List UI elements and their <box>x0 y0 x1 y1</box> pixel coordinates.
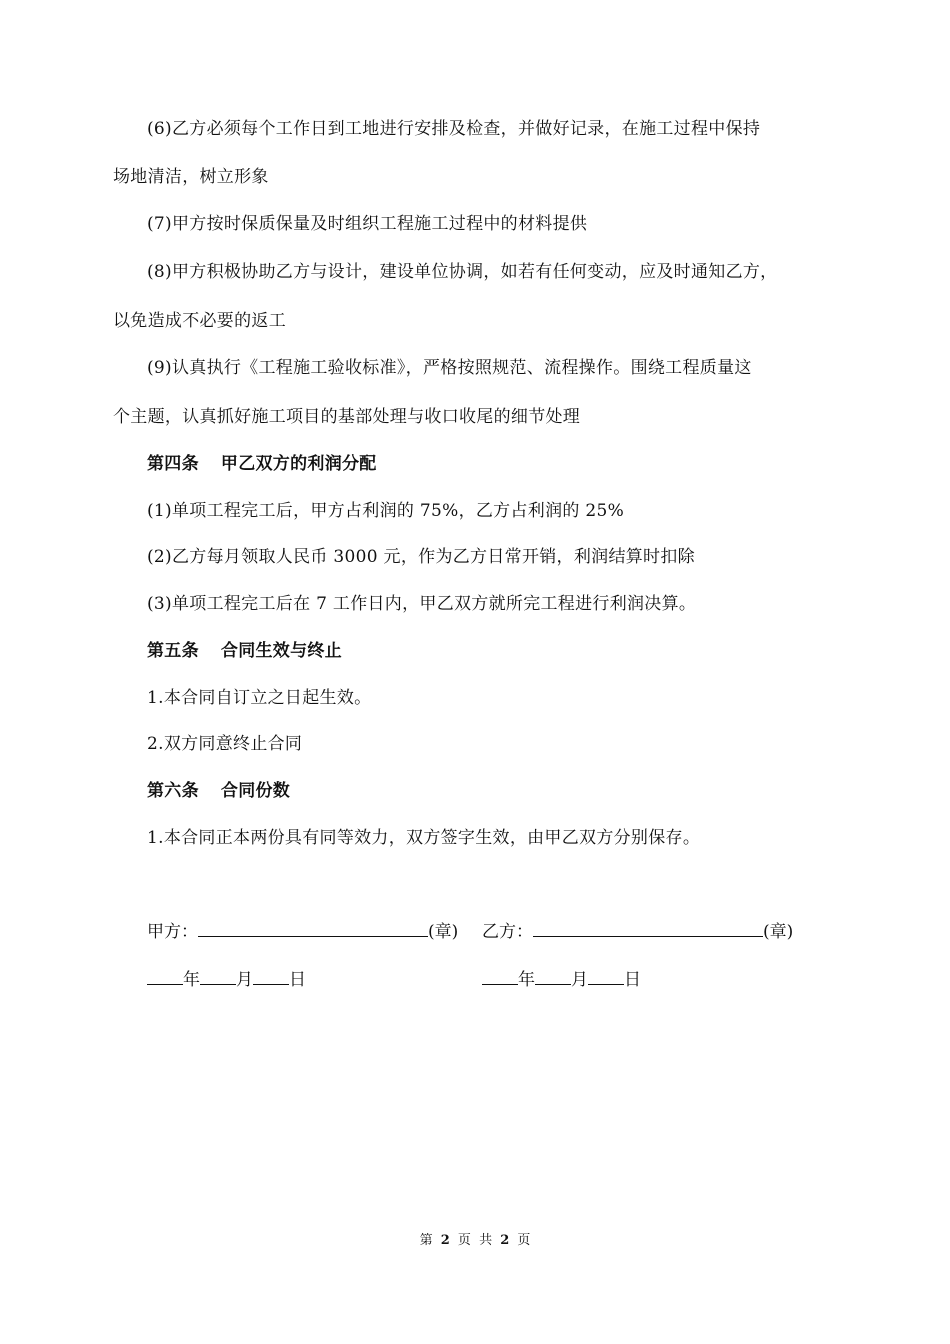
article-4-item-2: (2)乙方每月领取人民币 3000 元，作为乙方日常开销，利润结算时扣除 <box>147 547 695 567</box>
clause-8-line-1: (8)甲方积极协助乙方与设计，建设单位协调，如若有任何变动，应及时通知乙方， <box>147 262 778 282</box>
article-5-item-1: 1.本合同自订立之日起生效。 <box>147 688 372 708</box>
clause-6-line-1: (6)乙方必须每个工作日到工地进行安排及检查，并做好记录，在施工过程中保持 <box>147 119 761 139</box>
article-6-title: 合同份数 <box>220 781 291 801</box>
footer-total-pages: 2 <box>500 1233 510 1248</box>
clause-9-line-1: (9)认真执行《工程施工验收标准》，严格按照规范、流程操作。围绕工程质量这 <box>147 358 752 378</box>
party-a-seal: (章) <box>428 922 459 942</box>
party-b-date <box>482 968 641 991</box>
party-b-year-blank[interactable] <box>482 968 518 985</box>
party-b-month-blank[interactable] <box>535 968 571 985</box>
footer-current-page: 2 <box>440 1233 450 1248</box>
party-a-day-blank[interactable] <box>253 968 289 985</box>
party-a-signature <box>147 920 458 943</box>
clause-9-line-2: 个主题，认真抓好施工项目的基部处理与收口收尾的细节处理 <box>113 407 581 427</box>
clause-6-line-2: 场地清洁，树立形象 <box>113 167 269 187</box>
party-a-month-label: 月 <box>236 970 253 990</box>
article-4-item-3: (3)单项工程完工后在 7 工作日内，甲乙双方就所完工程进行利润决算。 <box>147 594 697 614</box>
party-b-year-label: 年 <box>518 970 535 990</box>
article-6-heading <box>147 780 887 802</box>
party-a-year-label: 年 <box>183 970 200 990</box>
party-a-day-label: 日 <box>289 970 306 990</box>
article-4-title: 甲乙双方的利润分配 <box>220 454 377 474</box>
party-a-month-blank[interactable] <box>200 968 236 985</box>
article-5-number: 第五条 <box>147 641 199 661</box>
footer-page-word: 页 <box>457 1233 471 1248</box>
article-5-item-2: 2.双方同意终止合同 <box>147 734 303 754</box>
party-a-date <box>147 968 306 991</box>
article-4-heading <box>147 453 887 475</box>
clause-8-line-2: 以免造成不必要的返工 <box>113 311 286 331</box>
party-a-signature-line[interactable] <box>198 920 428 937</box>
article-5-heading <box>147 640 887 662</box>
article-5-title: 合同生效与终止 <box>220 641 343 661</box>
party-b-signature-line[interactable] <box>533 920 763 937</box>
party-b-label: 乙方： <box>482 922 533 942</box>
page-footer <box>0 1229 950 1248</box>
footer-total-word: 共 <box>479 1233 493 1248</box>
party-a-year-blank[interactable] <box>147 968 183 985</box>
footer-suffix: 页 <box>517 1233 531 1248</box>
party-b-day-blank[interactable] <box>588 968 624 985</box>
article-6-number: 第六条 <box>147 781 199 801</box>
footer-prefix: 第 <box>419 1233 433 1248</box>
party-b-month-label: 月 <box>571 970 588 990</box>
party-b-day-label: 日 <box>624 970 641 990</box>
article-4-item-1: (1)单项工程完工后，甲方占利润的 75%，乙方占利润的 25% <box>147 501 625 521</box>
article-6-item-1: 1.本合同正本两份具有同等效力，双方签字生效，由甲乙双方分别保存。 <box>147 828 701 848</box>
party-b-seal: (章) <box>763 922 794 942</box>
clause-7: (7)甲方按时保质保量及时组织工程施工过程中的材料提供 <box>147 214 588 234</box>
party-a-label: 甲方： <box>147 922 198 942</box>
article-4-number: 第四条 <box>147 454 199 474</box>
party-b-signature <box>482 920 793 943</box>
